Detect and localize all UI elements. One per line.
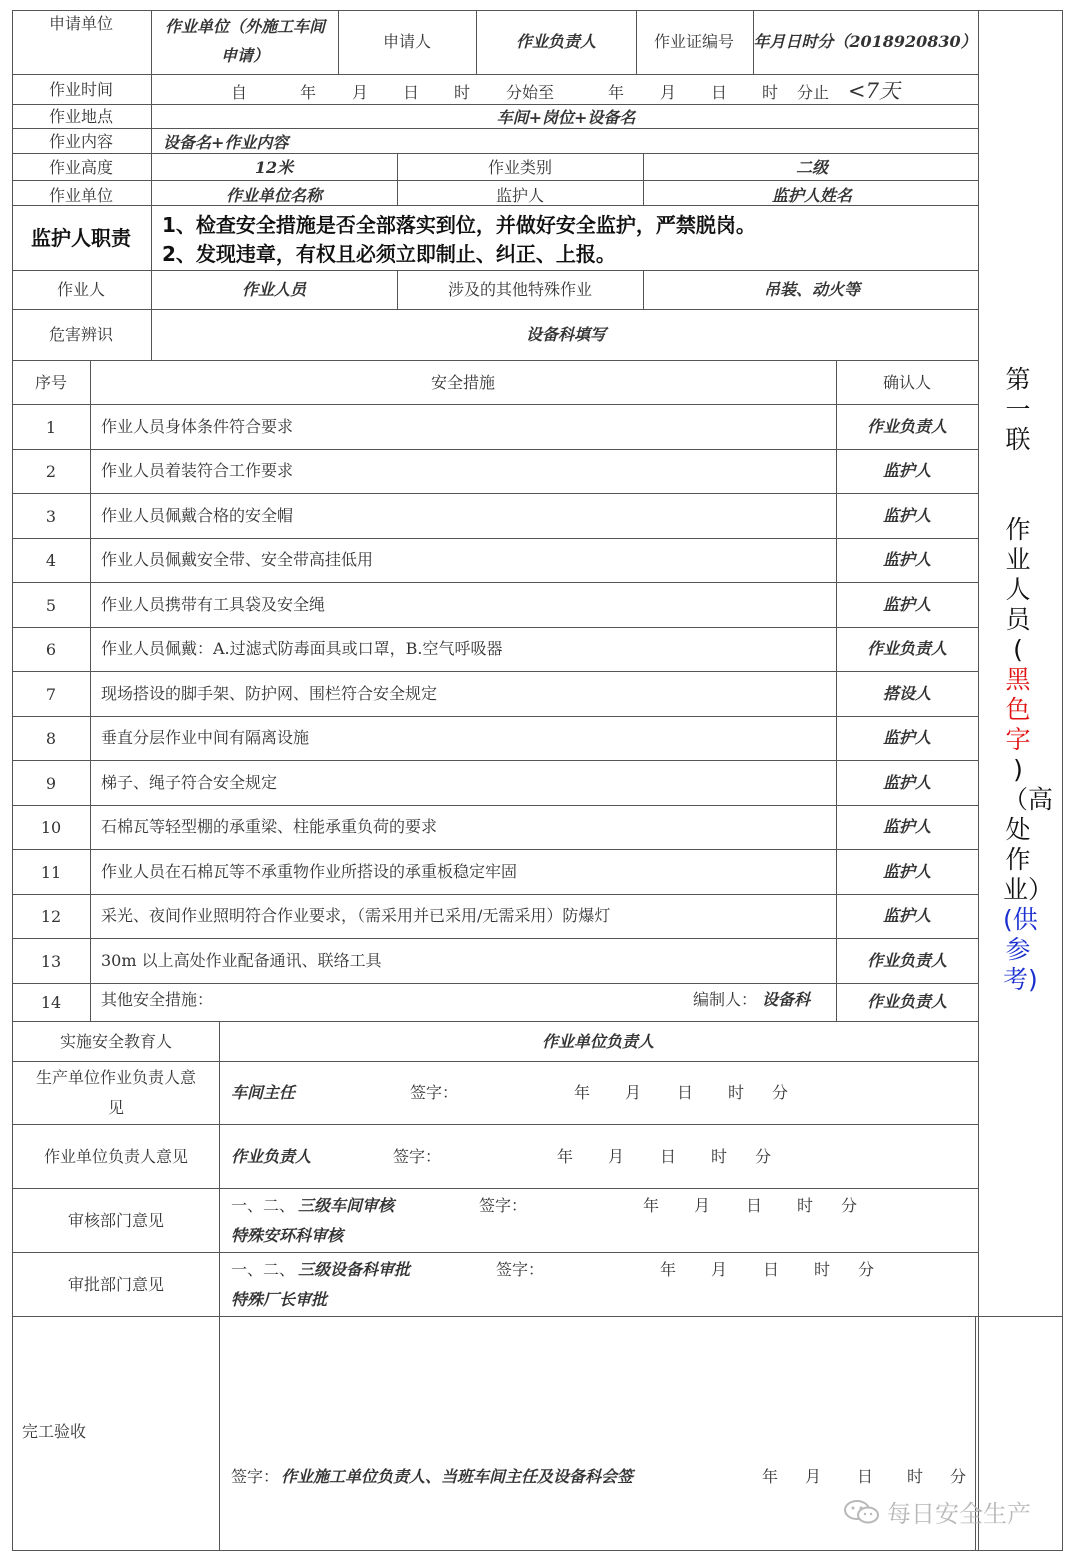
measure-text: 作业人员身体条件符合要求 [101,417,294,436]
apply-unit-label: 申请单位 [48,14,114,33]
row-line [12,104,978,105]
completion-sign-label: 签字： [231,1467,280,1486]
watermark [843,1494,1031,1529]
education-value: 作业单位负责人 [541,1032,655,1051]
side-part3: 黑色字 [1005,665,1031,754]
measure-no: 9 [45,774,57,793]
col-line [219,1021,220,1550]
side-gap [990,455,1046,515]
row-line [12,1316,1062,1317]
review-sign-year: 年 [643,1196,660,1215]
special-work-value: 吊装、动火等 [763,280,861,299]
row-line [12,1061,978,1062]
time-month-2: 月 [660,83,677,102]
completion-sign-month: 月 [805,1467,822,1486]
measure-no: 11 [40,863,62,882]
completion-sign-value: 作业施工单位负责人、当班车间主任及设备科会签 [281,1467,634,1486]
guardian-duty-line2: 2、发现违章，有权且必须立即制止、纠正、上报。 [162,242,616,266]
work-unit-sign-year: 年 [557,1147,574,1166]
completion-sign-minute: 分 [950,1467,967,1486]
frame-right [1062,10,1063,1550]
work-unit-sign-hour: 时 [711,1147,728,1166]
approve-line1: 三级设备科审批 [298,1260,411,1279]
row-line [12,538,978,539]
measure-no: 5 [45,596,57,615]
cert-no-label: 作业证编号 [653,32,735,51]
frame-bottom [12,1550,1063,1551]
guardian-value: 监护人姓名 [771,186,853,205]
row-line [12,582,978,583]
production-sign-year: 年 [574,1083,591,1102]
measure-no: 13 [40,952,62,971]
work-type-value: 二级 [795,158,829,177]
work-unit-label: 作业单位 [48,186,114,205]
row-line [12,493,978,494]
measure-text: 作业人员携带有工具袋及安全绳 [101,595,326,614]
measure-text: 现场搭设的脚手架、防护网、围栏符合安全规定 [101,684,438,703]
time-start: 分始至 [506,83,555,102]
worker-label: 作业人 [56,280,106,299]
measure-text: 作业人员佩戴安全带、安全带高挂低用 [101,550,374,569]
measure-confirm: 作业负责人 [866,951,948,970]
work-place-value: 车间+岗位+设备名 [496,108,636,127]
apply-unit-value-line1: 作业单位（外施工车间 [164,17,326,36]
measure-no: 8 [45,729,57,748]
work-time-label: 作业时间 [48,80,114,99]
measure-confirm: 作业负责人 [866,417,948,436]
col-line [636,10,637,74]
review-sign-label: 签字： [479,1196,528,1215]
work-unit-sign-month: 月 [608,1147,625,1166]
compiler-value: 设备科 [762,990,811,1009]
work-unit-opinion-value: 作业负责人 [231,1147,312,1166]
review-line1: 三级车间审核 [298,1196,395,1215]
measure-text: 作业人员着装符合工作要求 [101,461,294,480]
time-end: 分止 [797,83,830,102]
work-unit-value: 作业单位名称 [225,186,323,205]
measure-confirm: 监护人 [882,461,932,480]
measure-confirm: 监护人 [882,550,932,569]
measure-no: 12 [40,907,62,926]
measures-col-no: 序号 [34,373,68,392]
time-limit: <7天 [848,79,900,103]
completion-label: 完工验收 [22,1422,87,1441]
approve-sign-month: 月 [711,1260,728,1279]
measure-confirm: 监护人 [882,595,932,614]
row-line [12,153,978,154]
measure-confirm: 监护人 [882,728,932,747]
measure-no: 3 [45,507,57,526]
work-height-label: 作业高度 [48,158,114,177]
time-hour-1: 时 [454,83,471,102]
watermark-text: 每日安全生产 [887,1500,1031,1528]
review-sign-hour: 时 [797,1196,814,1215]
measure-confirm: 作业负责人 [866,639,948,658]
side-part2: 作业人员( [1005,515,1031,664]
time-day-1: 日 [403,83,420,102]
completion-sign-year: 年 [762,1467,779,1486]
measures-col-measure: 安全措施 [430,373,496,392]
work-unit-sign-label: 签字： [393,1147,442,1166]
time-month-1: 月 [352,83,369,102]
applicant-label: 申请人 [382,32,432,51]
time-year-1: 年 [300,83,317,102]
row-line [12,671,978,672]
production-sign-label: 签字： [410,1083,459,1102]
col-line [338,10,339,74]
cert-no-value: 年月日时分（2018920830） [753,32,977,51]
measure-confirm: 监护人 [882,906,932,925]
row-line [12,449,978,450]
wechat-icon [843,1499,881,1525]
measure-text: 作业人员在石棉瓦等不承重物作业所搭设的承重板稳定牢固 [101,862,518,881]
review-line2: 特殊安环科审核 [231,1226,344,1245]
production-sign-minute: 分 [772,1083,789,1102]
compiler-label: 编制人： [693,990,758,1009]
guardian-label: 监护人 [495,186,545,205]
side-part1: 第一联 [1005,365,1031,454]
worker-value: 作业人员 [241,280,307,299]
row-line [12,74,978,75]
production-sign-day: 日 [677,1083,694,1102]
production-opinion-label-2: 见 [107,1098,125,1117]
measure-text: 作业人员佩戴：A.过滤式防毒面具或口罩，B.空气呼吸器 [101,639,503,658]
guardian-duty-line1: 1、检查安全措施是否全部落实到位，并做好安全监护，严禁脱岗。 [162,213,756,237]
side-part4: )（高处作业） [1003,755,1054,904]
measure-text: 垂直分层作业中间有隔离设施 [101,728,310,747]
review-prefix: 一、二、 [231,1196,296,1215]
measures-col-confirm: 确认人 [882,373,932,392]
measure-confirm: 监护人 [882,506,932,525]
measure-confirm: 监护人 [882,773,932,792]
measure-no: 4 [45,551,57,570]
time-from: 自 [231,83,248,102]
production-sign-month: 月 [625,1083,642,1102]
row-line [12,309,978,310]
row-line [12,938,978,939]
measure-text: 梯子、绳子符合安全规定 [101,773,278,792]
measure-confirm: 搭设人 [882,684,932,703]
col-line [151,10,152,360]
time-hour-2: 时 [762,83,779,102]
time-year-2: 年 [608,83,625,102]
side-part5: (供参考) [1003,905,1038,994]
apply-unit-value-line2: 申请） [220,46,270,65]
frame-top [12,10,1063,11]
col-line [397,153,398,205]
review-label: 审核部门意见 [67,1211,165,1230]
row-line [12,404,978,405]
measure-confirm: 监护人 [882,862,932,881]
work-unit-sign-day: 日 [660,1147,677,1166]
work-place-label: 作业地点 [48,107,114,126]
hazard-label: 危害辨识 [48,325,114,344]
col-line [90,360,91,1021]
review-sign-month: 月 [694,1196,711,1215]
row-line [12,849,978,850]
row-line [12,760,978,761]
row-line [12,180,978,181]
row-line [12,716,978,717]
approve-sign-label: 签字： [496,1260,545,1279]
row-line [12,1188,978,1189]
work-unit-sign-minute: 分 [755,1147,772,1166]
measure-no: 2 [45,462,57,481]
work-unit-opinion-label: 作业单位负责人意见 [43,1147,189,1166]
review-sign-minute: 分 [841,1196,858,1215]
row-line [12,983,978,984]
review-sign-day: 日 [746,1196,763,1215]
completion-sign-hour: 时 [907,1467,924,1486]
completion-sign-day: 日 [857,1467,874,1486]
col-line [397,270,398,309]
col-line [836,360,837,1021]
measure-text: 30m 以上高处作业配备通讯、联络工具 [101,951,382,970]
row-line [12,1021,978,1022]
measure-confirm: 作业负责人 [866,992,948,1011]
measure-no: 7 [45,685,57,704]
row-line [12,1252,978,1253]
approve-prefix: 一、二、 [231,1260,296,1279]
approve-label: 审批部门意见 [67,1275,165,1294]
frame-left [12,10,13,1550]
side-column-divider [978,10,979,1550]
special-work-label: 涉及的其他特殊作业 [447,280,593,299]
guardian-duty-label: 监护人职责 [31,226,131,250]
row-line [12,805,978,806]
work-content-value: 设备名+作业内容 [163,133,289,152]
approve-sign-minute: 分 [858,1260,875,1279]
measure-text: 作业人员佩戴合格的安全帽 [101,506,294,525]
education-label: 实施安全教育人 [59,1032,173,1051]
measure-confirm: 监护人 [882,817,932,836]
work-height-value: 12米 [254,158,294,177]
measure-text: 石棉瓦等轻型棚的承重梁、柱能承重负荷的要求 [101,817,438,836]
side-copy-label [990,365,1054,995]
approve-sign-hour: 时 [814,1260,831,1279]
measure-no: 1 [45,418,57,437]
col-line [643,270,644,309]
measure-no: 14 [40,993,62,1012]
hazard-value: 设备科填写 [525,325,607,344]
measure-text: 采光、夜间作业照明符合作业要求，（需采用并已采用/无需采用）防爆灯 [101,906,611,925]
measure-no: 10 [40,818,62,837]
production-opinion-label-1: 生产单位作业负责人意 [35,1068,197,1087]
row-line [12,360,978,361]
approve-sign-year: 年 [660,1260,677,1279]
approve-line2: 特殊厂长审批 [231,1290,328,1309]
measure-no: 6 [45,640,57,659]
row-line [12,270,978,271]
col-line [476,10,477,74]
work-content-label: 作业内容 [48,132,114,151]
row-line [12,128,978,129]
row-line [12,627,978,628]
row-line [12,894,978,895]
row-line [12,1124,978,1125]
approve-sign-day: 日 [763,1260,780,1279]
col-line [643,153,644,205]
production-sign-hour: 时 [728,1083,745,1102]
applicant-value: 作业负责人 [515,32,597,51]
work-type-label: 作业类别 [487,158,553,177]
production-opinion-value: 车间主任 [231,1083,296,1102]
measure-text: 其他安全措施： [101,990,214,1009]
time-day-2: 日 [711,83,728,102]
